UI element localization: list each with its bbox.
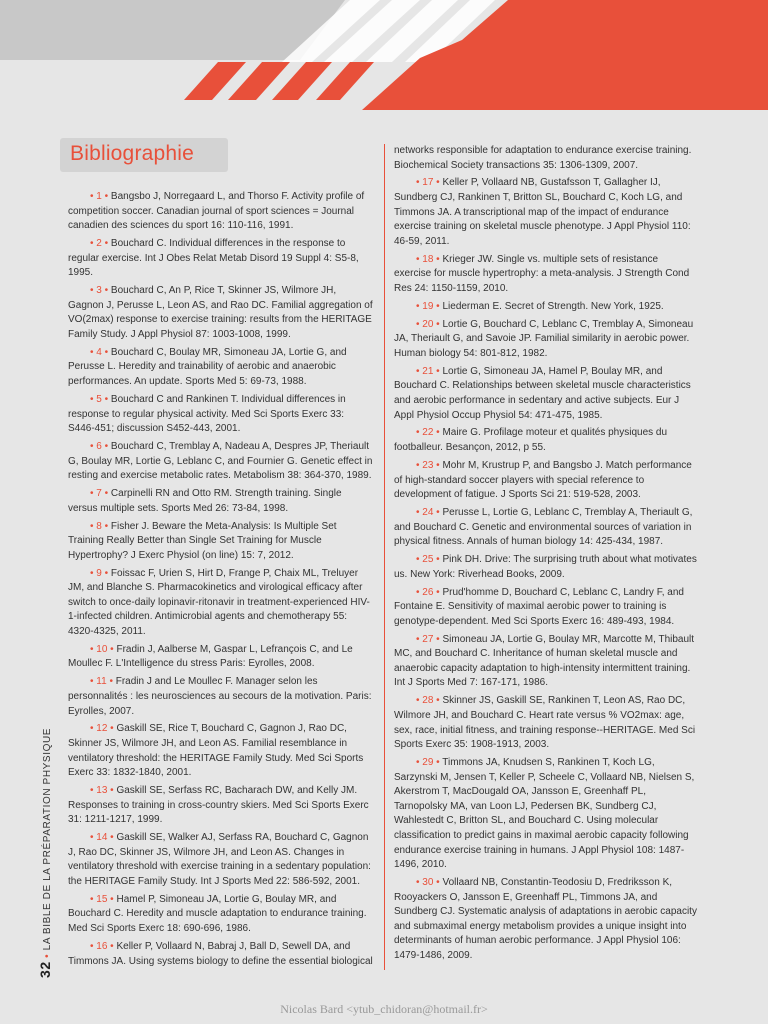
reference-text: Keller P, Vollaard NB, Gustafsson T, Gallagher IJ, Sundberg CJ, Rankinen T, Britton SL, Bouchard C, Koch LG, and Timmons JA. A transcriptional map of the impact of endurance exercise training on skeletal muscle phenotype. J Appl Physiol 110: 46-59, 2011. bbox=[394, 177, 691, 247]
page-title: Bibliographie bbox=[70, 142, 195, 165]
reference-entry bbox=[68, 784, 373, 828]
reference-entry bbox=[68, 940, 373, 969]
page-number: 32 bbox=[37, 961, 53, 978]
reference-entry bbox=[394, 144, 697, 173]
reference-text: Foissac F, Urien S, Hirt D, Frange P, Chaix ML, Treluyer JM, and Blanche S. Pharmacokinetics and virological efficacy after switch to once-daily lopinavir-ritonavir in treatment-experienced HIV-1-infected children. Antimicrobial agents and chemotherapy 55: 4320-4325, 2011. bbox=[68, 567, 370, 637]
reference-entry bbox=[68, 567, 373, 640]
reference-entry bbox=[68, 722, 373, 780]
reference-text: Bouchard C. Individual differences in the response to regular exercise. Int J Obes Relat Metab Disord 19 Suppl 4: S5-8, 1995. bbox=[68, 238, 359, 279]
reference-text: Pink DH. Drive: The surprising truth about what motivates us. New York: Riverhead Books, 2009. bbox=[394, 554, 697, 580]
reference-number: • 25 • bbox=[416, 554, 440, 566]
reference-text: Lortie G, Simoneau JA, Hamel P, Boulay MR, and Bouchard C. Relationships between skeletal muscle characteristics and aerobic performance in sedentary and active subjects. Eur J Appl Physiol Occup Physiol 54: 471-475, 1985. bbox=[394, 365, 691, 421]
reference-entry bbox=[394, 506, 697, 550]
reference-text: Bouchard C, An P, Rice T, Skinner JS, Wilmore JH, Gagnon J, Perusse L, Leon AS, and Rao DC. Familial aggregation of VO(2max) response to exercise training: results from the HERITAGE Family Study. J Appl Physiol 87: 1003-1008, 1999. bbox=[68, 285, 373, 340]
reference-number: • 13 • bbox=[90, 785, 114, 797]
side-running-header bbox=[37, 728, 53, 978]
reference-number: • 17 • bbox=[416, 177, 440, 189]
reference-entry bbox=[394, 253, 697, 297]
reference-entry bbox=[394, 876, 697, 964]
reference-entry bbox=[68, 237, 373, 281]
reference-entry bbox=[394, 586, 697, 630]
references-right-column bbox=[394, 144, 697, 967]
reference-number: • 2 • bbox=[90, 238, 109, 250]
reference-entry bbox=[394, 365, 697, 423]
reference-entry bbox=[394, 426, 697, 455]
book-title: LA BIBLE DE LA PRÉPARATION PHYSIQUE bbox=[42, 727, 53, 951]
reference-text: Vollaard NB, Constantin-Teodosiu D, Fredriksson K, Rooyackers O, Jansson E, Greenhaff PL, Timmons JA, and Sundberg CJ. Systematic analysis of adaptations in aerobic capacity and submaximal energy metabolism provides a unique insight into determinants of human aerobic performance. J Appl Physiol 106: 1479-1486, 2009. bbox=[394, 877, 697, 962]
reference-number: • 1 • bbox=[90, 191, 109, 202]
reference-text: Bouchard C, Tremblay A, Nadeau A, Despres JP, Theriault G, Boulay MR, Lortie G, Leblanc C, and Fournier G. Genetic effect in resting and exercise metabolic rates. Metabolism 38: 364-370, 1989. bbox=[68, 440, 373, 482]
column-divider bbox=[384, 144, 385, 970]
reference-number: • 14 • bbox=[90, 832, 114, 844]
reference-number: • 3 • bbox=[90, 285, 109, 297]
reference-text: Gaskill SE, Rice T, Bouchard C, Gagnon J, Rao DC, Skinner JS, Wilmore JH, and Leon AS. Familial resemblance in ventilatory threshold: the HERITAGE Family Study. Med Sci Sports Exerc 33: 1832-1840, 2001. bbox=[68, 723, 364, 779]
reference-number: • 15 • bbox=[90, 893, 114, 905]
reference-text: Prud'homme D, Bouchard C, Leblanc C, Landry F, and Fontaine E. Sensitivity of maximal aerobic power to training is genotype-dependent. Med Sci Sports Exerc 16: 489-493, 1984. bbox=[394, 586, 684, 627]
reference-entry bbox=[394, 300, 697, 315]
reference-entry bbox=[394, 633, 697, 691]
reference-text: Timmons JA, Knudsen S, Rankinen T, Koch LG, Sarzynski M, Jensen T, Keller P, Scheele C, Vollaard NB, Nielsen S, Akerstrom T, MacDougald OA, Jansson E, Greenhaff PL, Tarnopolsky MA, van Loon LJ, Pedersen BK, Sundberg CJ, Wahlestedt C, Britton SL, and Bouchard C. Using molecular classification to predict gains in maximal aerobic capacity following endurance exercise training in humans. J Appl Physiol 108: 1487-1496, 2010. bbox=[394, 757, 695, 871]
reference-text: Keller P, Vollaard N, Babraj J, Ball D, Sewell DA, and Timmons JA. Using systems biology to define the essential biological bbox=[68, 940, 373, 967]
reference-number: • 28 • bbox=[416, 695, 440, 707]
reference-text: Skinner JS, Gaskill SE, Rankinen T, Leon AS, Rao DC, Wilmore JH, and Bouchard C. Heart rate versus % VO2max: age, sex, race, initial fitness, and training response--HERITAGE. Med Sci Sports Exerc 35: 1908-1913, 2003. bbox=[394, 695, 696, 751]
reference-text: Krieger JW. Single vs. multiple sets of resistance exercise for muscle hypertrophy: a meta-analysis. J Strength Cond Res 24: 1150-1159, 2010. bbox=[394, 253, 690, 294]
reference-entry bbox=[68, 831, 373, 889]
reference-number: • 5 • bbox=[90, 393, 109, 405]
reference-number: • 19 • bbox=[416, 300, 440, 312]
reference-text: Liederman E. Secret of Strength. New York, 1925. bbox=[442, 300, 664, 312]
reference-number: • 27 • bbox=[416, 633, 440, 645]
reference-text: Maire G. Profilage moteur et qualités physiques du footballeur. Besançon, 2012, p 55. bbox=[394, 427, 668, 454]
reference-number: • 24 • bbox=[416, 507, 440, 519]
reference-number: • 21 • bbox=[416, 365, 440, 377]
reference-text: Gaskill SE, Serfass RC, Bacharach DW, and Kelly JM. Responses to training in cross-country skiers. Med Sci Sports Exerc 31: 1211-1217, 1999. bbox=[68, 785, 369, 826]
reference-text: Gaskill SE, Walker AJ, Serfass RA, Bouchard C, Gagnon J, Rao DC, Skinner JS, Wilmore JH, and Leon AS. Changes in ventilatory threshold with exercise training in a sedentary population: the HERITAGE Family Study. Int J Sports Med 22: 586-592, 2001. bbox=[68, 832, 371, 887]
reference-text: Fisher J. Beware the Meta-Analysis: Is Multiple Set Training Really Better than Single Set Training for Muscle Hypertrophy? J Exerc Physiol (on line) 15: 7, 2012. bbox=[68, 520, 337, 561]
reference-number: • 12 • bbox=[90, 723, 114, 735]
reference-entry bbox=[394, 459, 697, 503]
references-left-column bbox=[68, 190, 373, 972]
reference-text: Perusse L, Lortie G, Leblanc C, Tremblay A, Theriault G, and Bouchard C. Genetic and environmental sources of variation in physical fitness. Annals of human biology 14: 425-434, 1987. bbox=[394, 507, 693, 548]
reference-number: • 26 • bbox=[416, 586, 440, 598]
reference-text: Mohr M, Krustrup P, and Bangsbo J. Match performance of high-standard soccer players with special reference to development of fatigue. J Sports Sci 21: 519-528, 2003. bbox=[394, 459, 692, 501]
reference-text: Lortie G, Bouchard C, Leblanc C, Tremblay A, Simoneau JA, Theriault G, and Savoie JP. Familial similarity in aerobic power. Human biology 54: 801-812, 1982. bbox=[394, 318, 694, 359]
reference-number: • 18 • bbox=[416, 253, 440, 265]
reference-text: Fradin J, Aalberse M, Gaspar L, Lefrançois C, and Le Moullec F. L'Intelligence du stress Paris: Eyrolles, 2008. bbox=[68, 643, 353, 670]
reference-number: • 4 • bbox=[90, 346, 109, 358]
reference-entry bbox=[394, 756, 697, 873]
reference-text: Bouchard C, Boulay MR, Simoneau JA, Lortie G, and Perusse L. Heredity and trainability of aerobic and anaerobic performances. An update. Sports Med 5: 69-73, 1988. bbox=[68, 346, 347, 388]
reference-entry bbox=[68, 284, 373, 342]
reference-entry bbox=[68, 440, 373, 484]
reference-number: • 9 • bbox=[90, 567, 109, 579]
reference-number: • 16 • bbox=[90, 940, 114, 952]
reference-text: Hamel P, Simoneau JA, Lortie G, Boulay MR, and Bouchard C. Heredity and muscle adaptation to endurance training. Med Sci Sports Exerc 18: 690-696, 1986. bbox=[68, 893, 367, 935]
reference-number: • 11 • bbox=[90, 676, 113, 688]
reference-number: • 8 • bbox=[90, 520, 109, 532]
reference-entry bbox=[68, 190, 373, 234]
reference-entry bbox=[68, 346, 373, 390]
reference-entry bbox=[68, 643, 373, 672]
reference-text: Carpinelli RN and Otto RM. Strength training. Single versus multiple sets. Sports Med 26: 73-84, 1998. bbox=[68, 488, 342, 514]
reference-text: Bouchard C and Rankinen T. Individual differences in response to regular physical activity. Med Sci Sports Exerc 33: S446-451; discussion S452-443, 2001. bbox=[68, 393, 346, 435]
reference-number: • 10 • bbox=[90, 643, 114, 655]
header-decoration bbox=[0, 0, 768, 110]
reference-number: • 7 • bbox=[90, 488, 109, 500]
reference-text: Fradin J and Le Moullec F. Manager selon les personnalités : les neurosciences au secours de la motivation. Paris: Eyrolles, 2007. bbox=[68, 676, 372, 717]
reference-number: • 6 • bbox=[90, 440, 109, 452]
reference-entry bbox=[68, 487, 373, 516]
reference-number: • 29 • bbox=[416, 757, 440, 769]
reference-number: • 22 • bbox=[416, 427, 440, 439]
reference-entry bbox=[68, 393, 373, 437]
reference-number: • 30 • bbox=[416, 877, 440, 889]
reference-entry bbox=[394, 176, 697, 249]
side-separator: • bbox=[42, 953, 53, 958]
reference-entry bbox=[394, 553, 697, 582]
reference-entry bbox=[68, 675, 373, 719]
reference-number: • 20 • bbox=[416, 318, 440, 330]
reference-entry bbox=[394, 694, 697, 752]
footer-credit: Nicolas Bard <ytub_chidoran@hotmail.fr> bbox=[280, 1002, 488, 1016]
reference-text: networks responsible for adaptation to endurance exercise training. Biochemical Society transactions 35: 1306-1309, 2007. bbox=[394, 145, 692, 171]
reference-entry bbox=[68, 520, 373, 564]
reference-entry bbox=[394, 318, 697, 362]
reference-number: • 23 • bbox=[416, 459, 440, 471]
reference-text: Bangsbo J, Norregaard L, and Thorso F. Activity profile of competition soccer. Canadian journal of sport sciences = Journal canadien des sciences du sport 16: 110-116, 1991. bbox=[68, 191, 365, 232]
reference-entry bbox=[68, 893, 373, 937]
reference-text: Simoneau JA, Lortie G, Boulay MR, Marcotte M, Thibault MC, and Bouchard C. Inheritance of human skeletal muscle and anaerobic capacity adaptation to high-intensity intermittent training. Int J Sports Med 7: 167-171, 1986. bbox=[394, 633, 695, 689]
